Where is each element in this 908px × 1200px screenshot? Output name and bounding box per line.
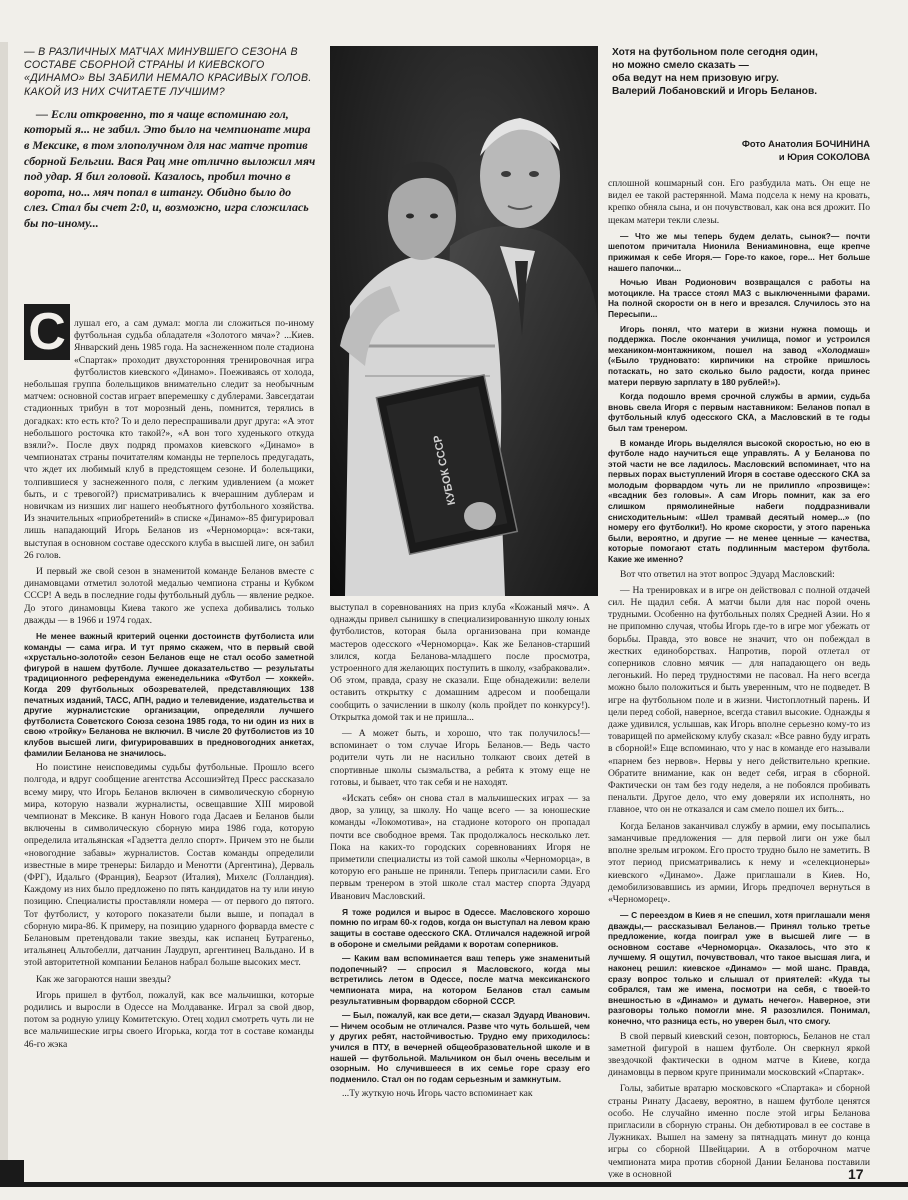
paragraph: Не менее важный критерий оценки достоинств футболиста или команды — сама игра. И тут прямо скажем, что в первый свой «хрустально-золотой» сезон Беланов еще не стал особо заметной фигурой в нашем футболе. Лучшее доказательство — результаты традиционного референдума еженедельника «Футбол — хоккей». Когда 209 футбольных обозревателей, представляющих 138 печатных изданий, ТАСС, АПН, радио и телевидение, издательства и другие журналистские организации, определяли лучшего футболиста Советского Союза сезона 1985 года, то ни один из них в свою «тройку» Беланова не включил. В числе 20 футболистов из 10 клубов высшей лиги, фигурировавших в предновогодних анкетах, фамилии Беланова не значилось. [24,631,314,758]
paragraph: Игорь понял, что матери в жизни нужна помощь и поддержка. После окончания училища, помог и устроился механиком-монтажником, пошел на завод «Холодмаш» («Было трудновато: кирпичики на стройке пришлось потаскать, но зато сколько было радости, когда принес матери первую зарплату в 180 рублей!»). [608,323,870,387]
photo-illustration [330,46,598,596]
paragraph: Когда Беланов заканчивал службу в армии, ему посыпались заманчивые предложения — для первой лиги он уже был вполне зрелым игроком. Его просто трудно было не заметить. В этот период присматривались к нему и «селекционеры» киевского «Динамо». Даже приглашали в Киев. Но, демобилизовавшись из армии, Игорь предпочел вернуться в «Черноморец». [608,820,870,905]
footer-rule [0,1182,908,1187]
caption-line-3: оба ведут на нем призовую игру. [612,73,779,84]
photo-credit [612,138,870,163]
intro-question: — В РАЗЛИЧНЫХ МАТЧАХ МИНУВШЕГО СЕЗОНА В СОСТАВЕ СБОРНОЙ СТРАНЫ И КИЕВСКОГО «ДИНАМО» ВЫ ЗАБИЛИ НЕМАЛО КРАСИВЫХ ГОЛОВ. КАКОЙ ИЗ НИХ СЧИТАЕТЕ ЛУЧШИМ? [24,46,312,98]
intro-block [24,46,316,232]
credit-line-2: и Юрия СОКОЛОВА [778,150,870,162]
paragraph: Когда подошло время срочной службы в армии, судьба вновь свела Игоря с первым наставником: Беланов попал в футбольный клуб одесского СКА, а Масловский в те годы был там тренером. [608,391,870,433]
caption-line-1: Хотя на футбольном поле сегодня один, [612,47,818,58]
article-column-2 [330,602,590,1178]
paragraph: «Искать себя» он снова стал в мальчишеских играх — за двор, за улицу, за школу. Но чаще всего — за юношеские команды «Локомотива», на стадионе которого он пропадал почти все свободное время. Так продолжалось несколько лет. Пока на каких-то городских соревнованиях Игоря не приметили специалисты из той самой школы «Черноморца», в которую его раньше не приняли. Теперь пригласили сами. Его первым тренером в этой школе стал мастер спорта Эдуард Иванович Масловский. [330,793,590,902]
paragraph: Ночью Иван Родионович возвращался с работы на мотоцикле. На трассе стоял МАЗ с выключенными фарами. На полной скорости он в него и врезался. Случилось это на Пересыпи... [608,277,870,319]
paragraph: В команде Игорь выделялся высокой скоростью, но ею в футболе надо научиться еще управлять. А у Беланова по этой части не все ладилось. Масловский вспоминает, что на первых порах выступлений Игоря в составе одесского СКА за молодым форвардом чуть ли не прилипло «прозвище»: «всадник без головы». А сам Игорь помнит, как за его слишком прямолинейные набеги поддразнивали снисходительным: «Шел трамвай десятый номер...» (по номеру его футболки!). Но кроме скорости, у этого паренька были, вероятно, и другие — не менее ценные — качества, которые помогают стать подлинным мастером футбола. Какие же именно? [608,437,870,565]
caption-line-2: но можно смело сказать — [612,60,749,71]
credit-line-1: Фото Анатолия БОЧИНИНА [741,138,870,149]
article-column-3 [608,178,870,1178]
paragraph: Вот что ответил на этот вопрос Эдуард Масловский: [620,568,835,580]
paragraph: выступал в соревнованиях на приз клуба «Кожаный мяч». А однажды привел сынишку в специализированную школу юных футболистов, которая была организована при команде мастеров одесского «Черноморца». Как же Беланов-старший злился, когда Беланова-младшего после просмотра, устроенного для желающих поступить в школу, «забраковали». Об этом, правда, сразу не сказали. Еще обнадежили: велели оставить открытку с домашним адресом и пообещали сообщить о зачислении в школу (коль пройдет по конкурсу!). Открытка домой так и не пришла... [330,602,590,723]
paragraph: — На тренировках и в игре он действовал с полной отдачей сил. Не щадил себя. А матчи были для нас порой очень трудными. Особенно на футбольных полях Средней Азии. Но я не припомню случая, чтобы Игорь где-то в игре мог убежать от борьбы. Правда, это вовсе не значит, что он побеждал в жестких единоборствах. Напротив, порой отлетал от соперников словно мячик — для нападающего он ведь легонький. Но перед трудностями не пасовал. На него всегда можно было положиться и быть уверенным, что не подведет. В игре на футбольном поле и в жизни. Чистоплотный парень. И цели перед собой, наверное, всегда ставил высокие. Однажды я даже удивился, услышав, как Игорь вполне серьезно кому-то из товарищей по армейскому клубу сказал: «Все равно буду играть в сборной!» Еще вспоминаю, что у нас в команде его называли «парнем без нервов». Нервы у него действительно крепкие. Обратите внимание, как он ведет себя, играя в сборной. Фактически он там без году неделя, а не побоялся пробивать пенальти. Другое дело, что ему доверяли их исполнять, но главное, что он не отказался и сам смело пошел их бить... [608,584,870,816]
drop-cap: С [24,304,70,360]
paragraph: лушал его, а сам думал: могла ли сложиться по-иному футбольная судьба обладателя «Золотого мяча»? ...Киев. Январский день 1985 года. На заснеженном поле стадиона «Спартак» проходит двухсторонняя тренировочная игра футболистов киевского «Динамо». Поеживаясь от холода, небольшая группа болельщиков внимательно следит за необычным матчем: основной состав играет вперемешку с дублерами. Завсегдатаи стадионных трибун в тот морозный день, помнится, терялись в догадках: кто есть кто? То и дело переспрашивали друг друга: «А этот небольшого росточка кто такой?», «А вон того худенького откуда взяли?». После двух подряд промахов киевского «Динамо» в чемпионатах страны почитателям команды не терпелось предугадать, что ждет их любимый клуб в предстоящем сезоне. И болельщики, толпившиеся у заснеженного поля, с легким удивлением (а может быть, и с тревогой?) присматривались к вчерашним дублерам и новичкам из низших лиг нашего необъятного футбольного хозяйства. Из значительных «приобретений» в списке «Динамо»-85 фигурировал лишь нападающий Игорь Беланов из «Черноморца»: вся-таки, выступая в основном составе одесского клуба в высшей лиге, он забил 26 голов. [24,318,314,561]
paragraph: Но поистине неисповедимы судьбы футбольные. Прошло всего полгода, и вдруг сообщение агентства Ассошиэйтед Пресс рассказало всему миру, что Игорь Беланов включен в символическую сборную мира, которую назвали журналисты, освещавшие XIII мировой чемпионат в Мексике. В канун Нового года Дасаев и Беланов были включены в символическую сборную мира 1986 года, которую определила итальянская «Гадзетта делло спорт». Причем это не были «новогодние забавы» журналистов. Состав команды определили известные в мире тренеры: Билардо и Менотти (Аргентина), Дерваль (ФРГ), Идальго (Франция), Беарзот (Италия), Михелс (Голландия). Каждому из них было предложено по пять кандидатов на ту или иную позицию. Специалисты проставляли номера — от первого до пятого. Тот футболист, у которого показатели были выше, и попадал в сборную мира-86. К примеру, на позицию ударного форварда вместе с Белановым претендовали такие звезды, как испанец Бутрагеньо, итальянец Альтобелли, датчанин Лаудруп, аргентинец Вальдано. И в этой авторитетной компании Беланов набрал больше высоких мест. [24,762,314,969]
caption-line-4: Валерий Лобановский и Игорь Беланов. [612,86,818,97]
footer-block [0,1160,24,1182]
paragraph: — А может быть, и хорошо, что так получилось!— вспоминает о том случае Игорь Беланов.— Ведь часто родители чуть ли не насильно толкают своих детей в спортивные школы сызмальства, а ребята к этому еще не готовы, и бывает, что так себя и не находят. [330,728,590,788]
paragraph: — Был, пожалуй, как все дети,— сказал Эдуард Иванович.— Ничем особым не отличался. Разве что чуть большей, чем у других ребят, настойчивостью. Трудно ему приходилось: учился в ПТУ, в вечерней общеобразовательной школе и в нашей — футбольной. Мальчиком он был очень веселым и озорным. Но случившееся в их семье горе сразу его подменило. Стал он по годам серьезным и замкнутым. [330,1010,590,1084]
paragraph: Игорь пришел в футбол, пожалуй, как все мальчишки, которые родились и выросли в Одессе на Молдаванке. Играл за свой двор, потом за родную улицу Комитетскую. Отец ходил смотреть чуть ли не все мальчишеские игры своего Игорька, когда тот в составе команды 46-го жэка [24,989,314,1050]
left-margin-bar [0,42,8,1162]
paragraph: сплошной кошмарный сон. Его разбудила мать. Он еще не видел ее такой растерянной. Мама подсела к нему на кровать, крепко обняла сына, и он почувствовал, как она вся дрожит. По щекам матери текли слезы. [608,178,870,226]
paragraph: И первый же свой сезон в знаменитой команде Беланов вместе с динамовцами отметил золотой медалью чемпиона страны и Кубком СССР! А ведь в последние годы футбольный дубль — явление редкое. До этого динамовцы Киева такого же успеха добивались только дважды — в 1966 и 1974 годах. [24,566,314,626]
photo-book-lettering: КУБОК СССР [431,433,459,507]
drop-cap-spacer [24,318,74,374]
photo-caption [612,46,874,98]
paragraph: — Каким вам вспоминается ваш теперь уже знаменитый подопечный? — спросил я Масловского, когда мы встретились летом в Одессе, после матча мексиканского чемпионата мира, на котором Беланов стал самым результативным форвардом сборной СССР. [330,953,590,1006]
paragraph: — Что же мы теперь будем делать, сынок?— почти шепотом причитала Нионила Вениаминовна, еще крепче прижимая к себе Игоря.— Горе-то какое, горе... Нет больше нашего папочки... [608,230,870,273]
paragraph: Голы, забитые вратарю московского «Спартака» и сборной страны Ринату Дасаеву, вероятно, в нашем футболе ценятся особо. Не случайно именно после этой игры Беланова пригласили в сборную страны. Он дебютировал в ее составе в Лужниках. Вышел на замену за пятнадцать минут до конца игры со сборной Швейцарии. А в отборочном матче чемпионата мира против сборной Дании Беланова поставили уже в основной [608,1083,870,1178]
paragraph: Я тоже родился и вырос в Одессе. Масловского хорошо помню по играм 60-х годов, когда он выступал на левом краю защиты в составе одесского СКА. Отличался надежной игрой в обороне и смелыми рейдами к воротам соперников. [330,906,590,949]
page-number: 17 [848,1166,864,1182]
paragraph: В свой первый киевский сезон, повторюсь, Беланов не стал заметной фигурой в нашем футболе. Он сверкнул яркой звездочкой фактически в одном матче в Киеве, когда динамовцы в первом круге принимали московский «Спартак». [608,1030,870,1079]
article-column-1 [24,318,314,1178]
paragraph: — С переездом в Киев я не спешил, хотя приглашали меня дважды,— рассказывал Беланов.— Принял только третье предложение, когда поиграл уже в высшей лиге — в основном составе «Черноморца». Оказалось, что это к лучшему. Я ощутил, почувствовал, что такое высшая лига, и наконец решил: киевское «Динамо» — мой шанс. Правда, сразу вопрос только и слышал от приятелей: «Куда ты собрался, там же имена, посмотри на себя, с твоей-то внешностью в «Динамо» и думать нечего». Наверное, эти разговоры только помогли мне. Я разозлился. Понимал, конечно, что разница есть, но уверен был, что смогу. [608,910,870,1027]
intro-answer: — Если откровенно, то я чаще вспоминаю гол, который я... не забил. Это было на чемпионате мира в Мексике, в том злополучном для нас матче против сборной Бельгии. Вася Рац мне отлично выложил мяч под удар. Я бил головой. Казалось, пробил точно в ворота, но... мяч попал в штангу. Обидно было до слез. Стал бы счет 2:0, и, возможно, игра сложилась бы по-иному... [24,106,316,230]
photo-lobanovsky-belanov [330,46,598,596]
paragraph: Как же загораются наши звезды? [36,973,171,985]
paragraph: ...Ту жуткую ночь Игорь часто вспоминает как [342,1088,533,1100]
